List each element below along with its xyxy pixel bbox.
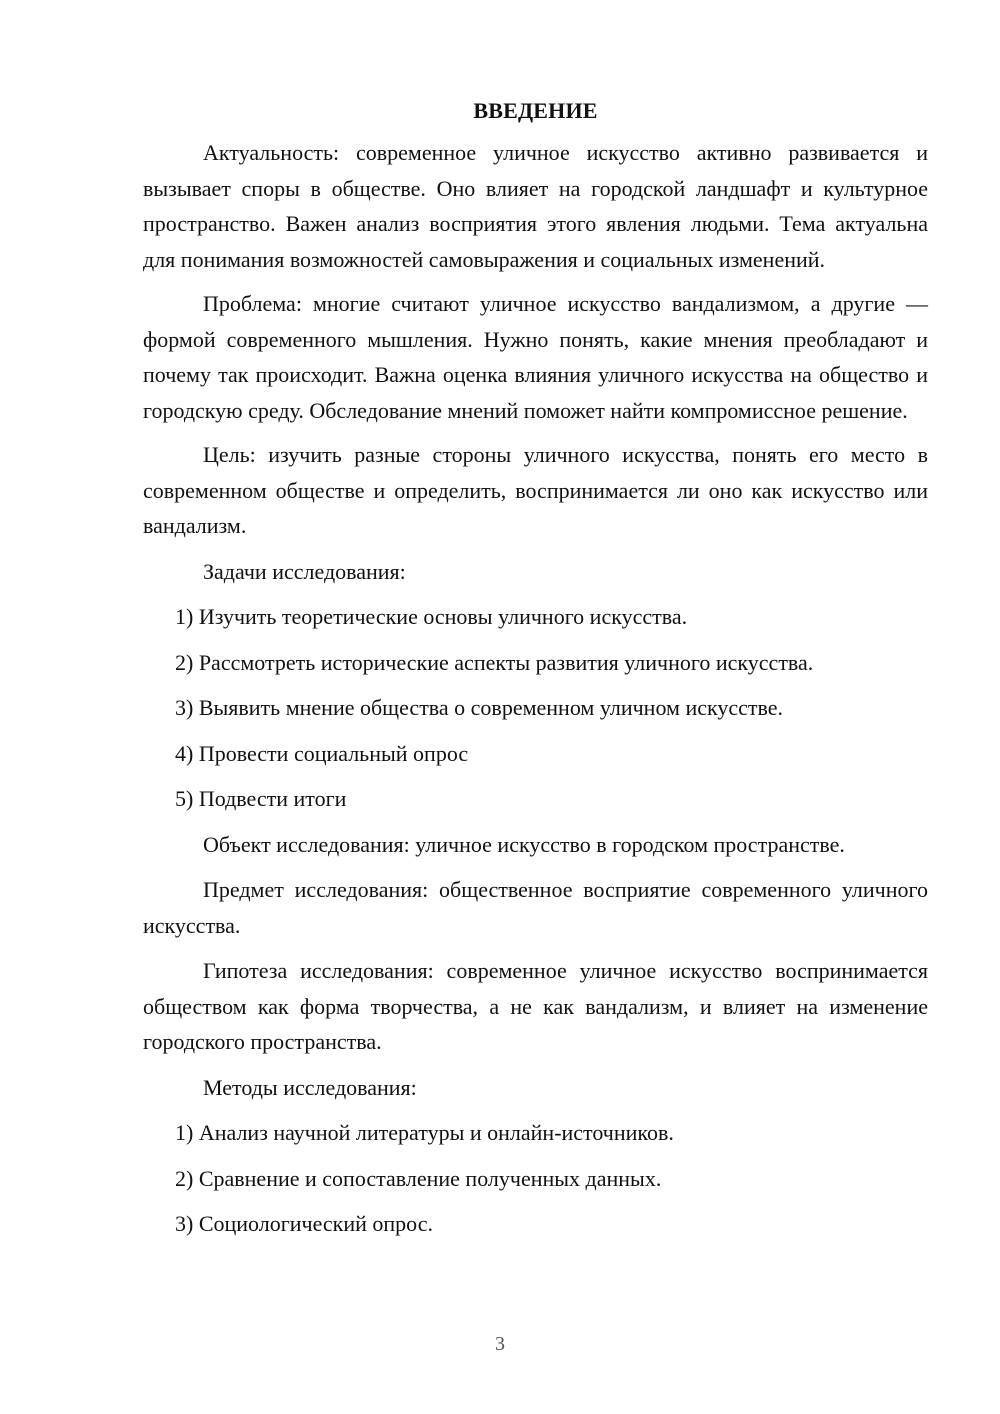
method-item: 2) Сравнение и сопоставление полученных данных.: [175, 1165, 662, 1191]
problem-paragraph: Проблема: многие считают уличное искусство вандализмом, а другие — формой современного мышления. Нужно понять, какие мнения преобладают и почему так происходит. Важна оценка влияния уличного искусства на общество и городскую среду. Обследование мнений поможет найти компромиссное решение.: [143, 291, 928, 423]
task-item: 5) Подвести итоги: [175, 786, 347, 811]
tasks-list: [143, 599, 928, 817]
page-number: 3: [495, 1333, 505, 1355]
object-paragraph: Объект исследования: уличное искусство в городском пространстве.: [203, 831, 845, 857]
methods-list: [143, 1115, 928, 1242]
hypothesis-paragraph: Гипотеза исследования: современное уличное искусство воспринимается обществом как форма творчества, а не как вандализм, и влияет на изменение городского пространства.: [143, 958, 928, 1054]
tasks-heading: Задачи исследования:: [203, 558, 406, 584]
methods-heading: Методы исследования:: [203, 1074, 417, 1100]
subject-paragraph: Предмет исследования: общественное восприятие современного уличного искусства.: [143, 877, 928, 938]
task-item: 2) Рассмотреть исторические аспекты развития уличного искусства.: [175, 649, 814, 675]
goal-paragraph: Цель: изучить разные стороны уличного искусства, понять его место в современном обществе и определить, воспринимается ли оно как искусство или вандализм.: [143, 442, 928, 538]
page-content: [143, 95, 928, 1242]
task-item: 1) Изучить теоретические основы уличного искусства.: [175, 604, 688, 629]
method-item: 1) Анализ научной литературы и онлайн-источников.: [175, 1120, 674, 1145]
task-item: 3) Выявить мнение общества о современном уличном искусстве.: [175, 695, 784, 720]
task-item: 4) Провести социальный опрос: [175, 740, 469, 766]
relevance-paragraph: Актуальность: современное уличное искусство активно развивается и вызывает споры в обществе. Оно влияет на городской ландшафт и культурное пространство. Важен анализ восприятия этого явления людьми. Тема актуальна для понимания возможностей самовыражения и социальных изменений.: [143, 140, 928, 272]
method-item: 3) Социологический опрос.: [175, 1211, 433, 1236]
section-title: ВВЕДЕНИЕ: [473, 98, 598, 123]
